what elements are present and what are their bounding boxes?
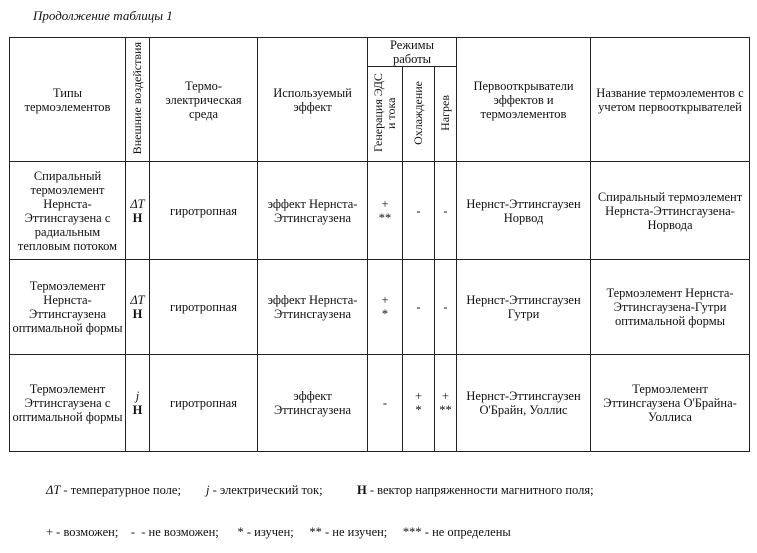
table-caption: Продолжение таблицы 1 <box>33 8 173 23</box>
cool-top: - <box>416 203 421 218</box>
legend-dt-symbol: ΔT <box>46 483 61 497</box>
gen-top: - <box>382 396 388 410</box>
ext-bottom: H <box>132 307 143 321</box>
cell-cool <box>403 162 435 260</box>
legend-h-symbol: H <box>356 483 367 497</box>
cool-top: - <box>416 300 421 314</box>
table-row <box>10 162 750 260</box>
cool-bottom: * <box>415 403 422 417</box>
cell-type: Термоэлемент Эттинсгаузена с оптимальной формы <box>10 355 126 452</box>
cell-heat <box>435 260 457 355</box>
cool-top: + <box>414 389 423 403</box>
header-mode-heat-label: Нагрев <box>438 94 452 131</box>
header-types: Типы термоэлементов <box>10 38 126 162</box>
cell-gen <box>368 260 403 355</box>
cell-name: Термоэлемент Нернста-Эттинсгаузена-Гутри оптимальной формы <box>591 260 750 355</box>
ext-bottom: H <box>132 210 143 225</box>
header-mode-gen-label: Генерация ЭДС и тока <box>371 73 398 152</box>
ext-top: ΔT <box>130 196 145 211</box>
heat-top: - <box>443 203 448 218</box>
cell-medium: гиротропная <box>150 260 258 355</box>
cell-effect: эффект Нернста-Эттинсгаузена <box>258 162 368 260</box>
legend-dt-text: - температурное поле; <box>60 483 206 497</box>
cell-external <box>126 162 150 260</box>
heat-bottom: ** <box>439 403 452 417</box>
header-modes: Режимы работы <box>368 38 457 67</box>
cell-type: Спиральный термоэлемент Нернста-Эттинсгаузена с радиальным тепловым потоком <box>10 162 126 260</box>
header-name: Название термоэлементов с учетом первооткрывателей <box>591 38 750 162</box>
cell-name: Спиральный термоэлемент Нернста-Эттинсгаузена-Норвода <box>591 162 750 260</box>
cell-medium: гиротропная <box>150 162 258 260</box>
gen-bottom: ** <box>378 210 392 225</box>
header-effect: Используемый эффект <box>258 38 368 162</box>
header-medium: Термо-электрическая среда <box>150 38 258 162</box>
cell-effect: эффект Нернста-Эттинсгаузена <box>258 260 368 355</box>
gen-bottom: * <box>381 307 389 321</box>
ext-bottom: H <box>132 403 143 417</box>
legend-notes <box>46 455 594 553</box>
thermoelements-table <box>9 37 750 452</box>
cell-name: Термоэлемент Эттинсгаузена О'Брайна-Уоллиса <box>591 355 750 452</box>
cell-medium: гиротропная <box>150 355 258 452</box>
ext-top: ΔT <box>130 293 145 307</box>
legend-h-text: - вектор напряженности магнитного поля; <box>366 483 594 497</box>
heat-top: - <box>443 300 448 314</box>
table-row <box>10 355 750 452</box>
header-discoverers: Первооткрыватели эффектов и термоэлементов <box>457 38 591 162</box>
header-external <box>126 38 150 162</box>
header-external-label: Внешние воздействия <box>130 41 144 155</box>
legend-line-1 <box>46 483 594 497</box>
cell-cool <box>403 260 435 355</box>
cell-heat <box>435 162 457 260</box>
cell-discoverers: Нернст-Эттинсгаузен Норвод <box>457 162 591 260</box>
gen-top: + <box>381 196 389 211</box>
header-mode-cool <box>403 67 435 162</box>
cell-effect: эффект Эттинсгаузена <box>258 355 368 452</box>
header-mode-heat <box>435 67 457 162</box>
cell-discoverers: Нернст-Эттинсгаузен О'Брайн, Уоллис <box>457 355 591 452</box>
table-row <box>10 260 750 355</box>
cell-heat <box>435 355 457 452</box>
cell-external <box>126 260 150 355</box>
header-mode-cool-label: Охлаждение <box>411 80 425 145</box>
cell-type: Термоэлемент Нернста-Эттинсгаузена оптимальной формы <box>10 260 126 355</box>
cell-external <box>126 355 150 452</box>
legend-j-symbol: j <box>205 483 210 497</box>
legend-line-2: + - возможен; - - не возможен; * - изучен; ** - не изучен; *** - не определены <box>46 525 511 539</box>
cell-gen <box>368 355 403 452</box>
gen-top: + <box>381 293 389 307</box>
ext-top: j <box>135 389 140 403</box>
header-mode-gen <box>368 67 403 162</box>
cell-cool <box>403 355 435 452</box>
legend-j-text: - электрический ток; <box>209 483 357 497</box>
cell-gen <box>368 162 403 260</box>
heat-top: + <box>441 389 450 403</box>
cell-discoverers: Нернст-Эттинсгаузен Гутри <box>457 260 591 355</box>
